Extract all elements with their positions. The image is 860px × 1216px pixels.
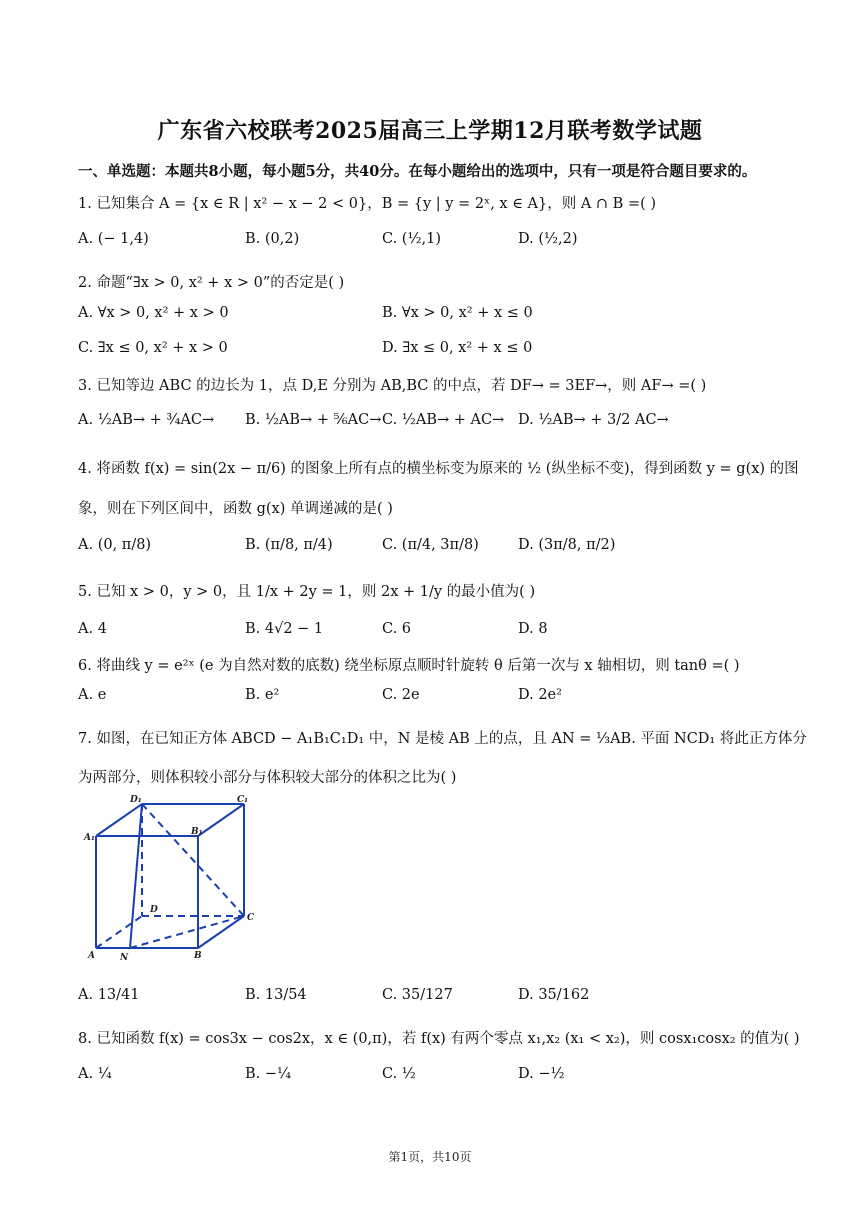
label-b: B [194,951,202,961]
q2-option-b: B. ∀x > 0, x² + x ≤ 0 [382,305,533,321]
q1-option-c: C. (½,1) [382,231,441,247]
q8-option-b: B. −¼ [245,1066,292,1082]
label-d: D [150,905,158,915]
label-a1: A₁ [84,833,95,843]
q5-option-d: D. 8 [518,621,548,637]
line-d1-c-hidden [142,804,244,916]
q8-option-a: A. ¼ [78,1066,112,1082]
q6-option-d: D. 2e² [518,687,562,703]
q5-option-b: B. 4√2 − 1 [245,621,324,637]
question-7-stem: 7. 如图，在已知正方体 ABCD − A₁B₁C₁D₁ 中，N 是棱 AB 上的点，且 AN = ⅓AB. 平面 NCD₁ 将此正方体分 [78,731,807,747]
q4-option-b: B. (π/8, π/4) [245,537,333,553]
edge-c1-b1 [198,804,244,836]
q5-option-a: A. 4 [78,621,107,637]
q1-option-d: D. (½,2) [518,231,578,247]
q4-option-c: C. (π/4, 3π/8) [382,537,479,553]
edge-a1-d1 [96,804,142,836]
label-b1: B₁ [191,827,203,837]
q7-option-c: C. 35/127 [382,987,453,1003]
label-a: A [88,951,95,961]
question-4-stem-cont: 象，则在下列区间中，函数 g(x) 单调递减的是( ) [78,501,393,517]
q8-option-d: D. −½ [518,1066,565,1082]
page-footer: 第1页，共10页 [388,1150,472,1164]
question-4-stem: 4. 将函数 f(x) = sin(2x − π/6) 的图象上所有点的横坐标变为原来的 ½ (纵坐标不变)，得到函数 y = g(x) 的图 [78,461,799,477]
q2-option-c: C. ∃x ≤ 0, x² + x > 0 [78,340,228,356]
question-3-stem: 3. 已知等边 ABC 的边长为 1，点 D,E 分别为 AB,BC 的中点，若 DF→ = 3EF→，则 AF→ =( ) [78,378,707,394]
question-7-stem-cont: 为两部分，则体积较小部分与体积较大部分的体积之比为( ) [78,770,457,786]
label-d1: D₁ [130,795,142,805]
q1-option-b: B. (0,2) [245,231,300,247]
q7-option-a: A. 13/41 [78,987,140,1003]
q2-option-a: A. ∀x > 0, x² + x > 0 [78,305,229,321]
q2-option-d: D. ∃x ≤ 0, x² + x ≤ 0 [382,340,533,356]
question-6-stem: 6. 将曲线 y = e²ˣ (e 为自然对数的底数) 绕坐标原点顺时针旋转 θ 后第一次与 x 轴相切，则 tanθ =( ) [78,658,740,674]
q6-option-a: A. e [78,687,107,703]
q7-option-b: B. 13/54 [245,987,307,1003]
edge-b-c [198,916,244,948]
q3-option-a: A. ½AB→ + ¾AC→ [78,412,215,428]
q3-option-c: C. ½AB→ + AC→ [382,412,505,428]
q4-option-a: A. (0, π/8) [78,537,152,553]
q8-option-c: C. ½ [382,1066,416,1082]
q7-option-d: D. 35/162 [518,987,590,1003]
q6-option-b: B. e² [245,687,280,703]
question-5-stem: 5. 已知 x > 0，y > 0，且 1/x + 2y = 1，则 2x + 1/y 的最小值为( ) [78,584,536,600]
line-n-c-hidden [130,916,244,948]
cube-figure [82,792,262,964]
q3-option-d: D. ½AB→ + 3/2 AC→ [518,412,669,428]
label-n: N [120,953,129,963]
q3-option-b: B. ½AB→ + ⅚AC→ [245,412,382,428]
q6-option-c: C. 2e [382,687,420,703]
q1-option-a: A. (− 1,4) [78,231,149,247]
line-d1-n [130,804,142,948]
question-1-stem: 1. 已知集合 A = {x ∈ R | x² − x − 2 < 0}，B = {y | y = 2ˣ, x ∈ A}，则 A ∩ B =( ) [78,196,657,212]
label-c1: C₁ [237,795,249,805]
section-heading: 一、单选题：本题共8小题，每小题5分，共40分。在每小题给出的选项中，只有一项是符合题目要求的。 [78,163,757,180]
question-2-stem: 2. 命题“∃x > 0, x² + x > 0”的否定是( ) [78,275,345,291]
q4-option-d: D. (3π/8, π/2) [518,537,616,553]
label-c: C [247,913,255,923]
page-title: 广东省六校联考2025届高三上学期12月联考数学试题 [157,118,703,144]
question-8-stem: 8. 已知函数 f(x) = cos3x − cos2x，x ∈ (0,π)，若 f(x) 有两个零点 x₁,x₂ (x₁ < x₂)，则 cosx₁cosx₂ 的值为( ) [78,1031,800,1047]
edge-a-d-hidden [96,916,142,948]
q5-option-c: C. 6 [382,621,412,637]
